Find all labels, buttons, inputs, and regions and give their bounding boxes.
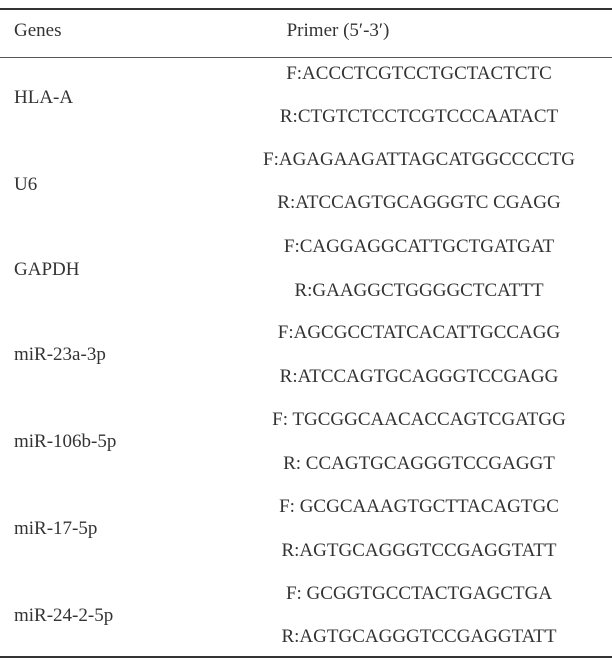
header-genes: Genes bbox=[14, 20, 62, 41]
primer-reverse-mir-17-5p: R:AGTGCAGGGTCCGAGGTATT bbox=[281, 540, 557, 561]
primer-forward-mir-23a-3p: F:AGCGCCTATCACATTGCCAGG bbox=[277, 322, 561, 343]
primer-reverse-mir-24-2-5p: R:AGTGCAGGGTCCGAGGTATT bbox=[281, 626, 557, 647]
gene-mir-24-2-5p: miR-24-2-5p bbox=[14, 605, 114, 626]
primer-reverse-hla-a: R:CTGTCTCCTCGTCCCAATACT bbox=[279, 106, 559, 127]
primer-reverse-mir-23a-3p: R:ATCCAGTGCAGGGTCCGAGG bbox=[279, 366, 559, 387]
gene-u6: U6 bbox=[14, 174, 38, 195]
primer-reverse-gapdh: R:GAAGGCTGGGGCTCATTT bbox=[294, 280, 544, 301]
gene-mir-17-5p: miR-17-5p bbox=[14, 518, 98, 539]
primer-forward-mir-17-5p: F: GCGCAAAGTGCTTACAGTGC bbox=[279, 496, 559, 517]
primer-forward-mir-24-2-5p: F: GCGGTGCCTACTGAGCTGA bbox=[285, 583, 553, 604]
primer-forward-mir-106b-5p: F: TGCGGCAACACCAGTCGATGG bbox=[272, 409, 566, 430]
gene-gapdh: GAPDH bbox=[14, 259, 80, 280]
table-top-rule bbox=[0, 8, 612, 10]
header-primer-label: Primer (5′-3′) bbox=[286, 20, 390, 41]
gene-mir-106b-5p: miR-106b-5p bbox=[14, 431, 117, 452]
gene-hla-a: HLA-A bbox=[14, 87, 74, 108]
primer-reverse-mir-106b-5p: R: CCAGTGCAGGGTCCGAGGT bbox=[283, 453, 555, 474]
primer-forward-gapdh: F:CAGGAGGCATTGCTGATGAT bbox=[283, 236, 555, 257]
primer-forward-u6: F:AGAGAAGATTAGCATGGCCCCTG bbox=[263, 149, 575, 170]
gene-mir-23a-3p: miR-23a-3p bbox=[14, 344, 106, 365]
primer-reverse-u6: R:ATCCAGTGCAGGGTC CGAGG bbox=[277, 192, 561, 213]
header-rule bbox=[0, 57, 612, 58]
primer-forward-hla-a: F:ACCCTCGTCCTGCTACTCTC bbox=[286, 63, 552, 84]
table-bottom-rule bbox=[0, 656, 612, 658]
